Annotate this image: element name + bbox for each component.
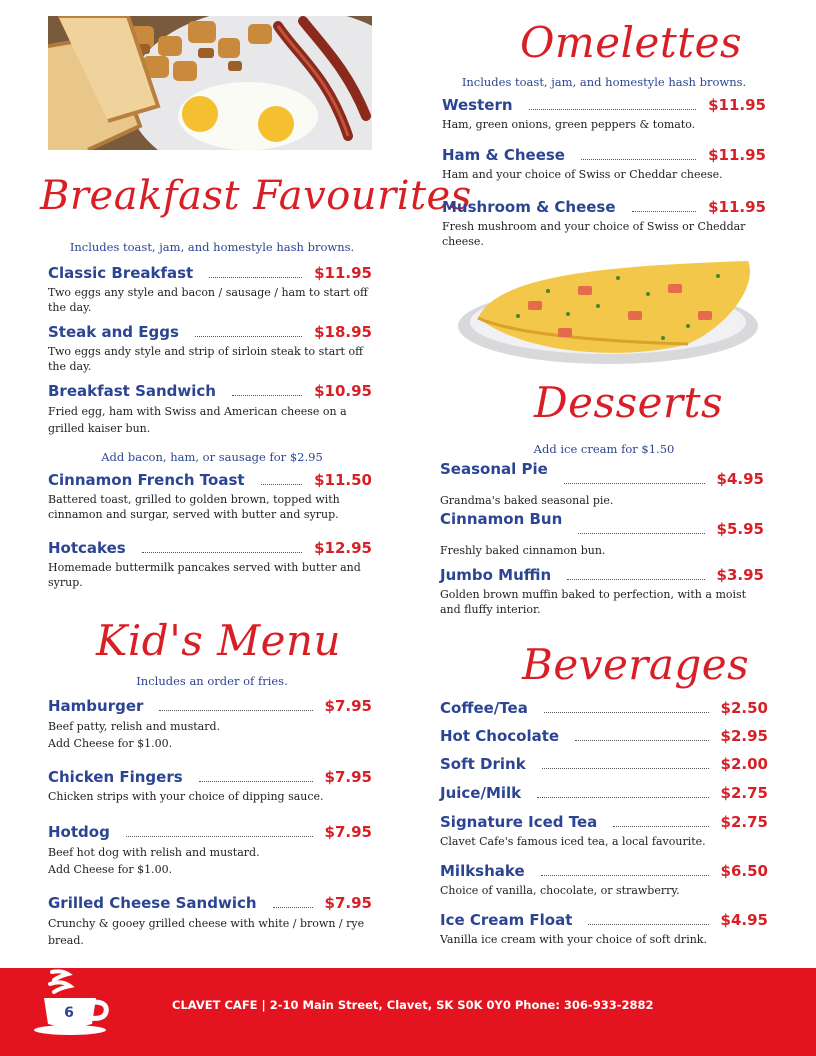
footer-contact: CLAVET CAFE | 2-10 Main Street, Clavet, SK S0K 0Y0 Phone: 306-933-2882 xyxy=(172,998,654,1012)
item-price: $10.95 xyxy=(314,382,372,400)
item-price: $6.50 xyxy=(720,862,768,880)
item-name: Chicken Fingers xyxy=(48,768,183,786)
item-price: $12.95 xyxy=(314,539,372,557)
item-description: Two eggs andy style and strip of sirloin steak to start off the day. xyxy=(48,345,363,373)
item-price: $4.95 xyxy=(720,911,768,929)
menu-item xyxy=(48,893,372,949)
leader-dots xyxy=(232,395,302,396)
item-description: Battered toast, grilled to golden brown, topped with cinnamon and surgar, served with butter and syrup. xyxy=(48,493,340,521)
item-name: Classic Breakfast xyxy=(48,264,194,282)
item-description: Two eggs any style and bacon / sausage / ham to start off the day. xyxy=(48,286,368,314)
item-name: Coffee/Tea xyxy=(440,699,528,717)
leader-dots xyxy=(142,552,302,553)
item-name: Mushroom & Cheese xyxy=(442,198,616,216)
menu-item xyxy=(442,145,766,182)
leader-dots xyxy=(126,836,313,837)
item-price: $11.95 xyxy=(708,96,766,114)
leader-dots xyxy=(581,159,696,160)
item-description: Vanilla ice cream with your choice of soft drink. xyxy=(440,933,707,946)
item-description: Chicken strips with your choice of dipping sauce. xyxy=(48,790,324,803)
footer-bar xyxy=(0,968,816,1056)
item-name: Steak and Eggs xyxy=(48,323,179,341)
leader-dots xyxy=(261,484,303,485)
menu-item xyxy=(48,767,372,804)
leader-dots xyxy=(159,710,312,711)
item-description: Homemade buttermilk pancakes served with butter and syrup. xyxy=(48,561,361,589)
menu-item xyxy=(48,822,372,878)
item-price: $2.75 xyxy=(720,784,768,802)
leader-dots xyxy=(209,277,302,278)
menu-item xyxy=(440,861,768,898)
item-price: $4.95 xyxy=(716,470,764,488)
leader-dots xyxy=(613,826,708,827)
item-description: Beef hot dog with relish and mustard. xyxy=(48,846,260,859)
item-name: Ice Cream Float xyxy=(440,911,573,929)
item-description: Choice of vanilla, chocolate, or strawberry. xyxy=(440,884,680,897)
item-description: Clavet Cafe's famous iced tea, a local favourite. xyxy=(440,835,706,848)
menu-item xyxy=(442,95,766,132)
breakfast-title: Breakfast Favourites xyxy=(40,173,472,219)
breakfast-addon-note: Add bacon, ham, or sausage for $2.95 xyxy=(101,450,323,464)
desserts-subtitle: Add ice cream for $1.50 xyxy=(533,442,675,456)
leader-dots xyxy=(199,781,313,782)
kids-menu-subtitle: Includes an order of fries. xyxy=(136,674,288,688)
menu-item xyxy=(48,263,372,315)
item-name: Jumbo Muffin xyxy=(440,566,552,584)
menu-item xyxy=(440,726,768,746)
kids-menu-title: Kid's Menu xyxy=(96,616,342,665)
item-description-extra: Add Cheese for $1.00. xyxy=(48,737,173,750)
item-description: Ham, green onions, green peppers & tomato. xyxy=(442,118,696,131)
leader-dots xyxy=(195,336,302,337)
menu-item xyxy=(440,783,768,803)
leader-dots xyxy=(564,483,705,484)
menu-item xyxy=(48,696,372,752)
omelette-photo xyxy=(458,256,768,364)
item-price: $5.95 xyxy=(716,520,764,538)
item-price: $2.50 xyxy=(720,699,768,717)
menu-item xyxy=(440,812,768,849)
menu-item xyxy=(442,197,766,249)
item-name: Soft Drink xyxy=(440,755,526,773)
leader-dots xyxy=(567,579,704,580)
leader-dots xyxy=(575,740,708,741)
item-name: Seasonal Pie xyxy=(440,460,548,478)
item-description: Grandma's baked seasonal pie. xyxy=(440,494,614,507)
item-price: $7.95 xyxy=(324,894,372,912)
item-price: $2.00 xyxy=(720,755,768,773)
page-number: 6 xyxy=(64,1005,74,1021)
item-description: Fried egg, ham with Swiss and American cheese on a grilled kaiser bun. xyxy=(48,405,347,435)
item-name: Hotdog xyxy=(48,823,110,841)
omelettes-subtitle: Includes toast, jam, and homestyle hash browns. xyxy=(461,75,747,89)
item-name: Western xyxy=(442,96,513,114)
leader-dots xyxy=(541,875,709,876)
item-name: Hamburger xyxy=(48,697,144,715)
leader-dots xyxy=(529,109,697,110)
item-name: Breakfast Sandwich xyxy=(48,382,216,400)
item-description: Golden brown muffin baked to perfection, with a moist and fluffy interior. xyxy=(440,588,747,616)
item-name: Juice/Milk xyxy=(440,784,522,802)
item-price: $2.75 xyxy=(720,813,768,831)
menu-item xyxy=(440,910,768,947)
breakfast-photo xyxy=(48,16,372,150)
leader-dots xyxy=(542,768,709,769)
item-price: $18.95 xyxy=(314,323,372,341)
leader-dots xyxy=(578,533,704,534)
item-price: $7.95 xyxy=(324,768,372,786)
leader-dots xyxy=(544,712,709,713)
omelettes-title: Omelettes xyxy=(520,18,743,67)
item-name: Hotcakes xyxy=(48,539,126,557)
item-name: Grilled Cheese Sandwich xyxy=(48,894,257,912)
item-name: Hot Chocolate xyxy=(440,727,560,745)
item-price: $11.50 xyxy=(314,471,372,489)
menu-item xyxy=(48,538,372,590)
item-price: $11.95 xyxy=(314,264,372,282)
item-name: Cinnamon Bun xyxy=(440,510,563,528)
leader-dots xyxy=(273,907,313,908)
item-name: Signature Iced Tea xyxy=(440,813,598,831)
menu-item xyxy=(440,509,764,558)
beverages-title: Beverages xyxy=(522,640,750,689)
menu-item xyxy=(440,565,764,617)
desserts-title: Desserts xyxy=(534,378,724,427)
breakfast-subtitle: Includes toast, jam, and homestyle hash browns. xyxy=(69,240,355,254)
item-price: $7.95 xyxy=(324,823,372,841)
item-description: Crunchy & gooey grilled cheese with white / brown / rye bread. xyxy=(48,917,365,947)
leader-dots xyxy=(537,797,708,798)
menu-item xyxy=(48,381,372,437)
item-description: Beef patty, relish and mustard. xyxy=(48,720,221,733)
item-price: $3.95 xyxy=(716,566,764,584)
leader-dots xyxy=(588,924,708,925)
item-name: Cinnamon French Toast xyxy=(48,471,245,489)
item-description-extra: Add Cheese for $1.00. xyxy=(48,863,173,876)
coffee-cup-icon xyxy=(30,968,110,1038)
menu-item xyxy=(440,698,768,718)
item-price: $11.95 xyxy=(708,146,766,164)
item-price: $11.95 xyxy=(708,198,766,216)
item-price: $7.95 xyxy=(324,697,372,715)
item-description: Ham and your choice of Swiss or Cheddar cheese. xyxy=(442,168,723,181)
item-description: Freshly baked cinnamon bun. xyxy=(440,544,606,557)
item-description: Fresh mushroom and your choice of Swiss or Cheddar cheese. xyxy=(442,220,746,248)
leader-dots xyxy=(632,211,697,212)
menu-item xyxy=(440,754,768,774)
menu-item xyxy=(48,322,372,374)
item-price: $2.95 xyxy=(720,727,768,745)
menu-item xyxy=(48,470,372,522)
item-name: Milkshake xyxy=(440,862,525,880)
item-name: Ham & Cheese xyxy=(442,146,565,164)
menu-item xyxy=(440,459,764,508)
